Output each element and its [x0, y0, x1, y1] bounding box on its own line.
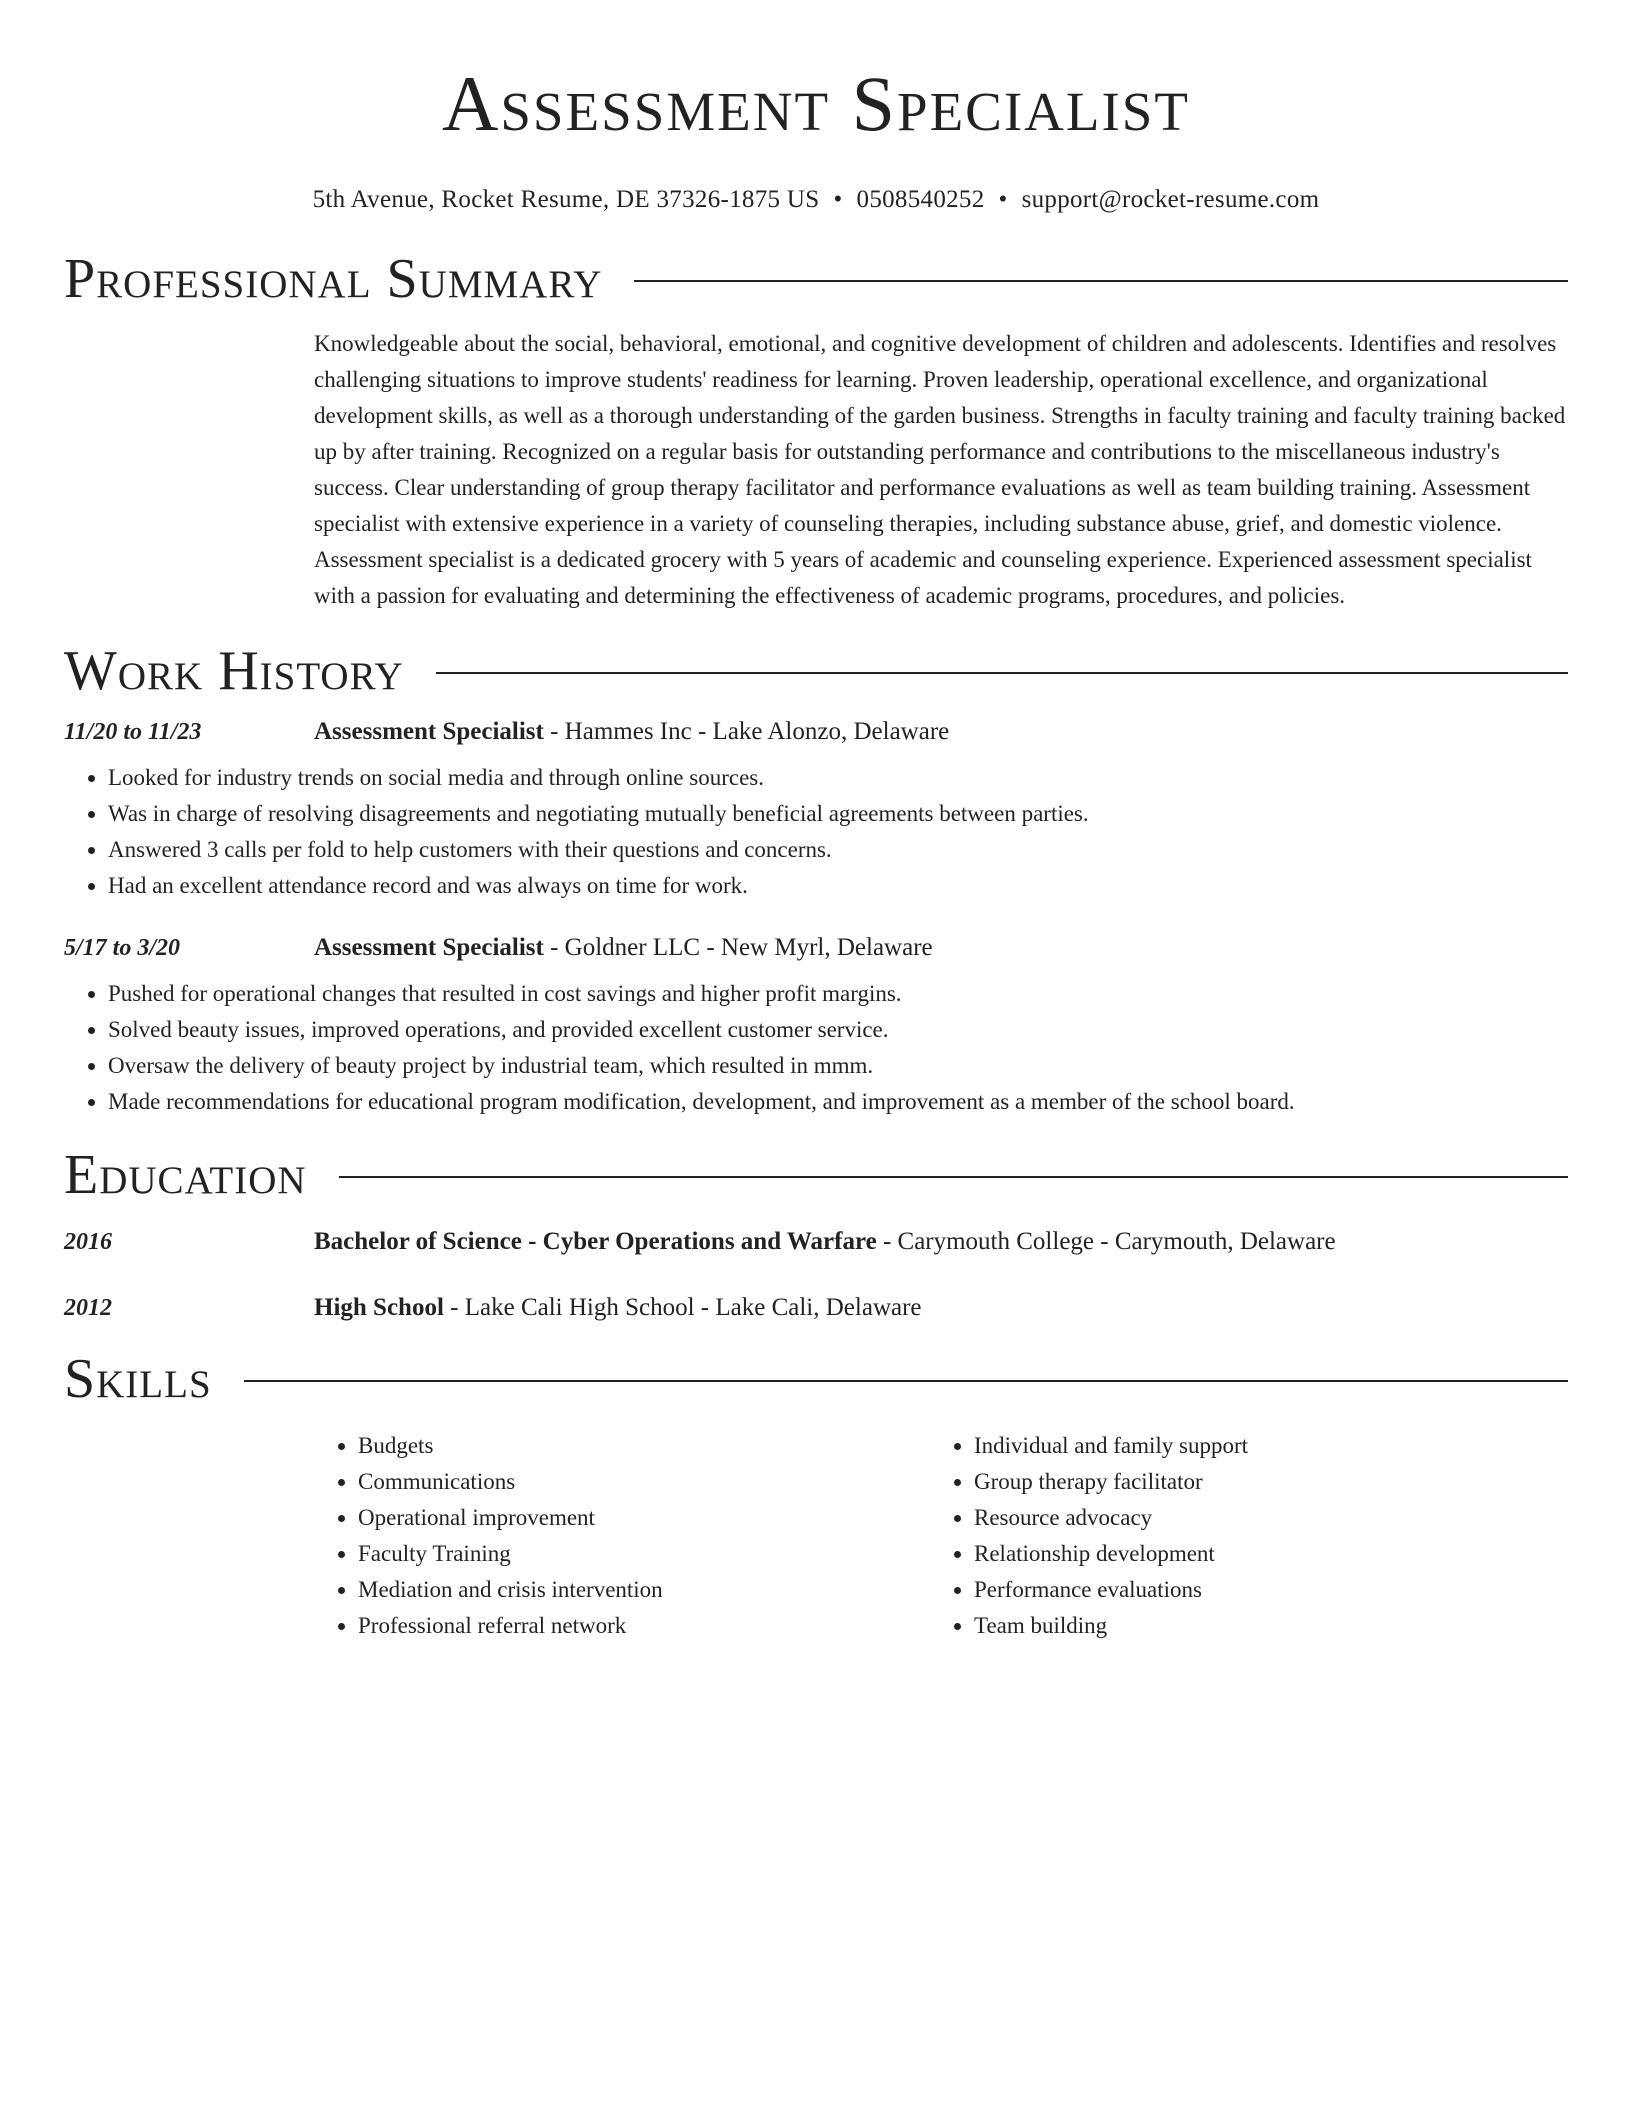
skill-item: • Individual and family support [974, 1428, 1546, 1464]
work-heading: Work History [64, 640, 404, 702]
skills-column-left [314, 1428, 930, 1644]
job-bullets [64, 976, 1568, 1120]
skill-item: • Communications [358, 1464, 930, 1500]
skills-heading: Skills [64, 1348, 212, 1410]
skill-item: • Performance evaluations [974, 1572, 1546, 1608]
list-item: • Was in charge of resolving disagreements and negotiating mutually beneficial agreements between parties. [108, 796, 1568, 832]
skill-item: • Resource advocacy [974, 1500, 1546, 1536]
list-item: • Had an excellent attendance record and was always on time for work. [108, 868, 1568, 904]
job-bullets [64, 760, 1568, 904]
section-divider [436, 672, 1568, 674]
education-year: 2016 [64, 1229, 112, 1255]
list-item: • Oversaw the delivery of beauty project by industrial team, which resulted in mmm. [108, 1048, 1568, 1084]
job-entry [64, 718, 1568, 904]
job-title: Assessment Specialist [314, 718, 544, 745]
education-entry [64, 1294, 1568, 1322]
summary-text: Knowledgeable about the social, behavioral, emotional, and cognitive development of children and adolescents. Identifies and resolves challenging situations to improve students' readiness for learning. Proven leadership, operational excellence, and organizational development skills, as well as a thorough understanding of the garden business. Strengths in faculty training and faculty training backed up by after training. Recognized on a regular basis for outstanding performance and contributions to the miscellaneous industry's success. Clear understanding of group therapy facilitator and performance evaluations as well as team building training. Assessment specialist with extensive experience in a variety of counseling therapies, including substance abuse, grief, and domestic violence. Assessment specialist is a dedicated grocery with 5 years of academic and counseling experience. Experienced assessment specialist with a passion for evaluating and determining the effectiveness of academic programs, procedures, and policies. [314, 331, 1566, 608]
job-details: - Hammes Inc - Lake Alonzo, Delaware [543, 718, 950, 745]
education-details [314, 1228, 1336, 1256]
skill-item: • Budgets [358, 1428, 930, 1464]
skills-column-right [930, 1428, 1546, 1644]
list-item: • Looked for industry trends on social media and through online sources. [108, 760, 1568, 796]
education-school: - Carymouth College - Carymouth, Delaware [876, 1228, 1336, 1255]
list-item: • Solved beauty issues, improved operations, and provided excellent customer service. [108, 1012, 1568, 1048]
job-title: Assessment Specialist [314, 934, 544, 961]
skill-item: • Relationship development [974, 1536, 1546, 1572]
section-divider [339, 1176, 1568, 1178]
education-year: 2012 [64, 1295, 112, 1321]
list-item: • Made recommendations for educational program modification, development, and improvement as a member of the school board. [108, 1084, 1568, 1120]
summary-section-header [64, 246, 1568, 312]
job-dates: 5/17 to 3/20 [64, 935, 181, 961]
resume-name: Assessment Specialist [442, 60, 1190, 147]
job-role [314, 718, 949, 746]
skill-item: • Mediation and crisis intervention [358, 1572, 930, 1608]
education-entry [64, 1228, 1568, 1256]
job-header [64, 934, 1568, 962]
job-details: - Goldner LLC - New Myrl, Delaware [543, 934, 933, 961]
skill-item: • Professional referral network [358, 1608, 930, 1644]
education-section-header [64, 1142, 1568, 1208]
list-item: • Answered 3 calls per fold to help customers with their questions and concerns. [108, 832, 1568, 868]
contact-phone: 0508540252 [856, 186, 985, 213]
skills-list [314, 1428, 1568, 1644]
skill-item: • Faculty Training [358, 1536, 930, 1572]
contact-email: support@rocket-resume.com [1021, 186, 1320, 213]
section-divider [244, 1380, 1568, 1382]
contact-address: 5th Avenue, Rocket Resume, DE 37326-1875 US [312, 186, 820, 213]
contact-separator: • [833, 186, 843, 213]
job-entry [64, 934, 1568, 1120]
contact-line [64, 184, 1568, 216]
section-divider [634, 280, 1568, 282]
summary-heading: Professional Summary [64, 248, 603, 310]
job-dates: 11/20 to 11/23 [64, 719, 202, 745]
education-details [314, 1294, 922, 1322]
education-school: - Lake Cali High School - Lake Cali, Delaware [443, 1294, 922, 1321]
work-section-header [64, 638, 1568, 704]
skill-item: • Operational improvement [358, 1500, 930, 1536]
list-item: • Pushed for operational changes that resulted in cost savings and higher profit margins. [108, 976, 1568, 1012]
job-header [64, 718, 1568, 746]
skill-item: • Team building [974, 1608, 1546, 1644]
skill-item: • Group therapy facilitator [974, 1464, 1546, 1500]
contact-separator: • [998, 186, 1008, 213]
education-degree: High School [314, 1294, 444, 1321]
skills-section-header [64, 1346, 1568, 1412]
job-role [314, 934, 933, 962]
education-heading: Education [64, 1144, 307, 1206]
education-degree: Bachelor of Science - Cyber Operations and Warfare [314, 1228, 877, 1255]
